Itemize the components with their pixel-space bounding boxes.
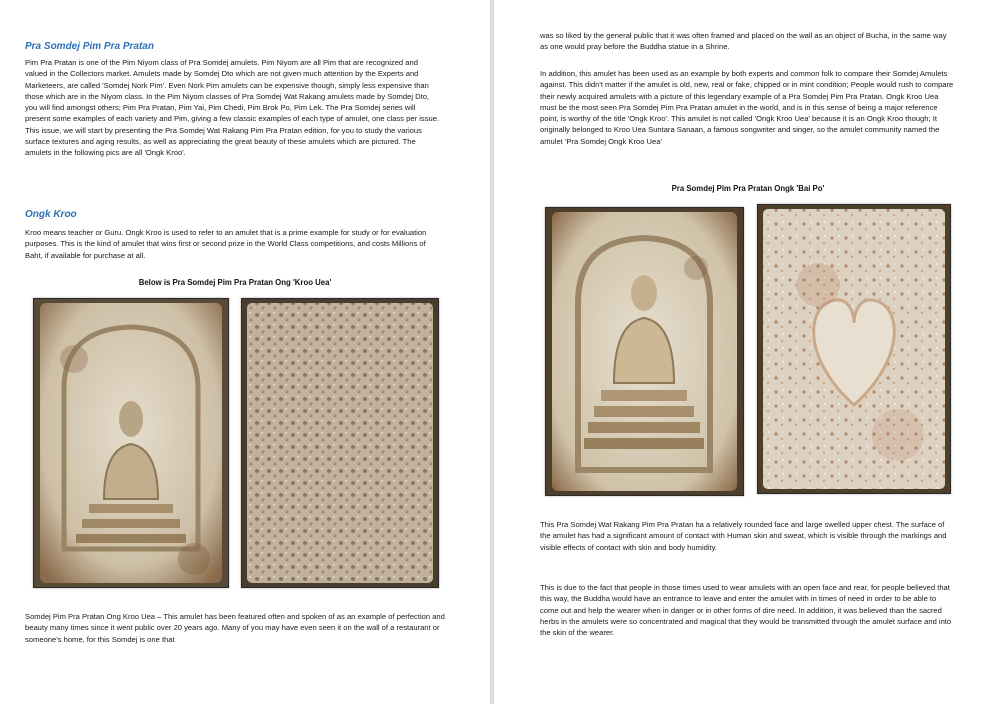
reference-paragraph: In addition, this amulet has been used as an example by both experts and common folk to compare their Somdej Amulets against. This didn't matter if the amulet is old, new, real or fake, chipped or in mint condition; People would rush to compare their newly acquired amulets with a picture of this legendary example of a Pra Somdej Pim Pra Pratan. Ongk Kroo Uea must be the most seen Pra Somdej Pim Pra Pratan amulet in the world, and is in this sense of being a major reference point, is worthy of the title 'Ongk Kroo'. This amulet is not called 'Ongk Kroo Uea' because it is an Ongk Kroo though; It originally belonged to Kroo Uea Suntara Sanaan, a famous songwriter and singer, so the amulet community named the amulet 'Pra Somdej Ongk Kroo Uea' [540,69,954,146]
left-page [0,0,490,704]
article-title: Pra Somdej Pim Pra Pratan [25,41,154,52]
open-face-paragraph: This is due to the fact that people in those times used to wear amulets with an open face and rear, for people believed that this way, the Buddha would have an entrance to leave and enter the amulet with in times of need in order to be able to come out and help the wearer when in danger or in other forms of dire need. In addition, it was believed than the sacred herbs in the amulets were so concentrated and magical that they would be transmitted through the amulet surface and into the skin of the wearer. [540,583,952,638]
kroo-uea-back-photo [241,298,439,588]
kroo-uea-front-photo [33,298,229,588]
kroo-paragraph: Kroo means teacher or Guru. Ongk Kroo is used to refer to an amulet that is a prime example for study or for evaluation purposes. This is the kind of amulet that wins first or second prize in the World Class competitions, and costs Millions of Baht, if available for purchase at all. [25,228,427,260]
kroo-uea-paragraph: Somdej Pim Pra Pratan Ong Kroo Uea – This amulet has been featured often and spoken of as an example of perfection and beauty many times since it went public over 20 years ago. Many of you may have even seen it on the wall of a restaurant or someone's home, for this Somdej is one that [25,612,445,644]
bai-po-front-photo [545,207,744,496]
ongk-kroo-subheading: Ongk Kroo [25,209,77,220]
right-page [494,0,989,704]
bai-po-back-photo [757,204,951,494]
bai-po-paragraph: This Pra Somdej Wat Rakang Pim Pra Pratan ha a relatively rounded face and large swelled upper chest. The surface of the amulet has had a significant amount of contact with Human skin and sweat, which is visible through the markings and visible effects of contact with skin and body humidity. [540,520,947,552]
bai-po-caption: Pra Somdej Pim Pra Pratan Ongk 'Bai Po' [671,184,825,193]
intro-paragraph: Pim Pra Pratan is one of the Pim Niyom class of Pra Somdej amulets. Pim Niyom are all Pim that are recognized and valued in the Collectors market. Amulets made by Somdej Dto which are not given much attention by the Experts and Marketeers, are called 'Somdej Nork Pim'. Even Nork Pim amulets can be expensive though, simply less expensive than those which are in the Niyom class. In the Pim Niyom classes of Pra Somdej Wat Rakang amulets made by Somdej Dto, you will find amongst others; Pim Pra Pratan, Pim Yai, Pim Chedi, Pim Brok Po, Pim Lek. The Pra Somdej series will present some examples of each variety and Pim, giving a few classic examples of each type of amulet, one class per issue. This issue, we will start by presenting the Pra Somdej Wat Rakang Pim Pra Pratan edition, for you to study the various surface textures and aging results, as well as appreciating the great beauty of these amulets which are pictured. The amulets in the following pics are all 'Ongk Kroo'. [25,58,440,158]
continued-paragraph: was so liked by the general public that it was often framed and placed on the wall as an object of Bucha, in the same way as one would pray before the Buddha statue in a Shrine. [540,31,947,52]
kroo-uea-caption: Below is Pra Somdej Pim Pra Pratan Ong 'Kroo Uea' [138,278,332,287]
